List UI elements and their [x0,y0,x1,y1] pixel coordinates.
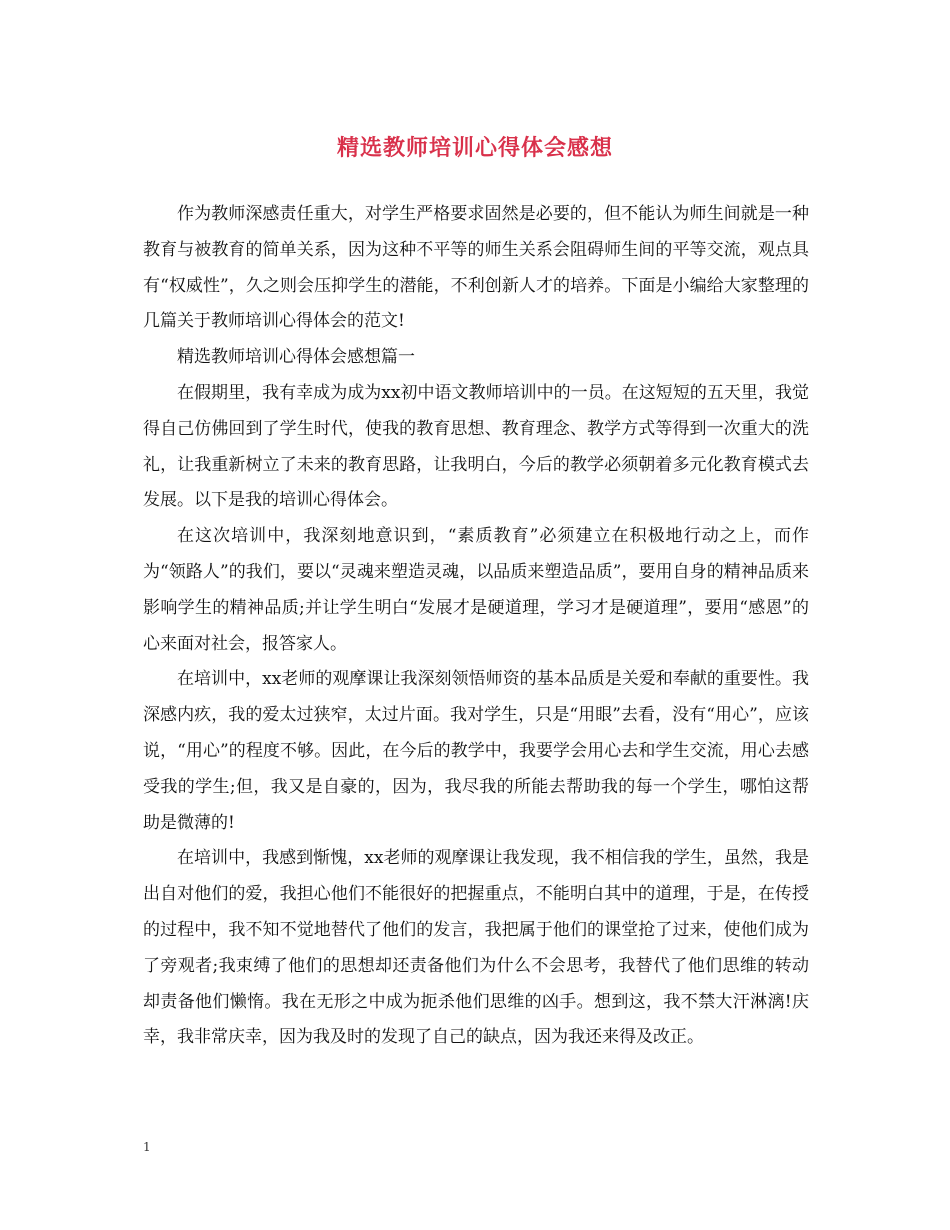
paragraph-intro: 作为教师深感责任重大，对学生严格要求固然是必要的，但不能认为师生间就是一种教育与被教育的简单关系，因为这种不平等的师生关系会阻碍师生间的平等交流，观点具有“权威性”，久之则会压抑学生的潜能，不利创新人才的培养。下面是小编给大家整理的几篇关于教师培训心得体会的范文! [143,204,809,332]
paragraph-3: 在培训中，xx老师的观摩课让我深刻领悟师资的基本品质是关爱和奉献的重要性。我深感内疚，我的爱太过狭窄，太过片面。我对学生，只是“用眼”去看，没有“用心”，应该说，“用心”的程度不够。因此，在今后的教学中，我要学会用心去和学生交流，用心去感受我的学生;但，我又是自豪的，因为，我尽我的所能去帮助我的每一个学生，哪怕这帮助是微薄的! [143,669,809,833]
section-heading: 精选教师培训心得体会感想篇一 [177,347,415,368]
paragraph-4: 在培训中，我感到惭愧，xx老师的观摩课让我发现，我不相信我的学生，虽然，我是出自对他们的爱，我担心他们不能很好的把握重点，不能明白其中的道理，于是，在传授的过程中，我不知不觉地替代了他们的发言，我把属于他们的课堂抢了过来，使他们成为了旁观者;我束缚了他们的思想却还责备他们为什么不会思考，我替代了他们思维的转动却责备他们懒惰。我在无形之中成为扼杀他们思维的凶手。想到这，我不禁大汗淋漓!庆幸，我非常庆幸，因为我及时的发现了自己的缺点，因为我还来得及改正。 [143,848,809,1048]
page-number: 1 [143,1140,151,1154]
document-title: 精选教师培训心得体会感想 [336,135,613,161]
paragraph-2: 在这次培训中，我深刻地意识到，“素质教育”必须建立在积极地行动之上，而作为“领路人”的我们，要以“灵魂来塑造灵魂，以品质来塑造品质”，要用自身的精神品质来影响学生的精神品质;并让学生明白“发展才是硬道理，学习才是硬道理”，要用“感恩”的心来面对社会，报答家人。 [143,526,809,654]
paragraph-1: 在假期里，我有幸成为成为xx初中语文教师培训中的一员。在这短短的五天里，我觉得自己仿佛回到了学生时代，使我的教育思想、教育理念、教学方式等得到一次重大的洗礼，让我重新树立了未来的教育思路，让我明白，今后的教学必须朝着多元化教育模式去发展。以下是我的培训心得体会。 [143,382,809,511]
document-body [143,197,809,1056]
